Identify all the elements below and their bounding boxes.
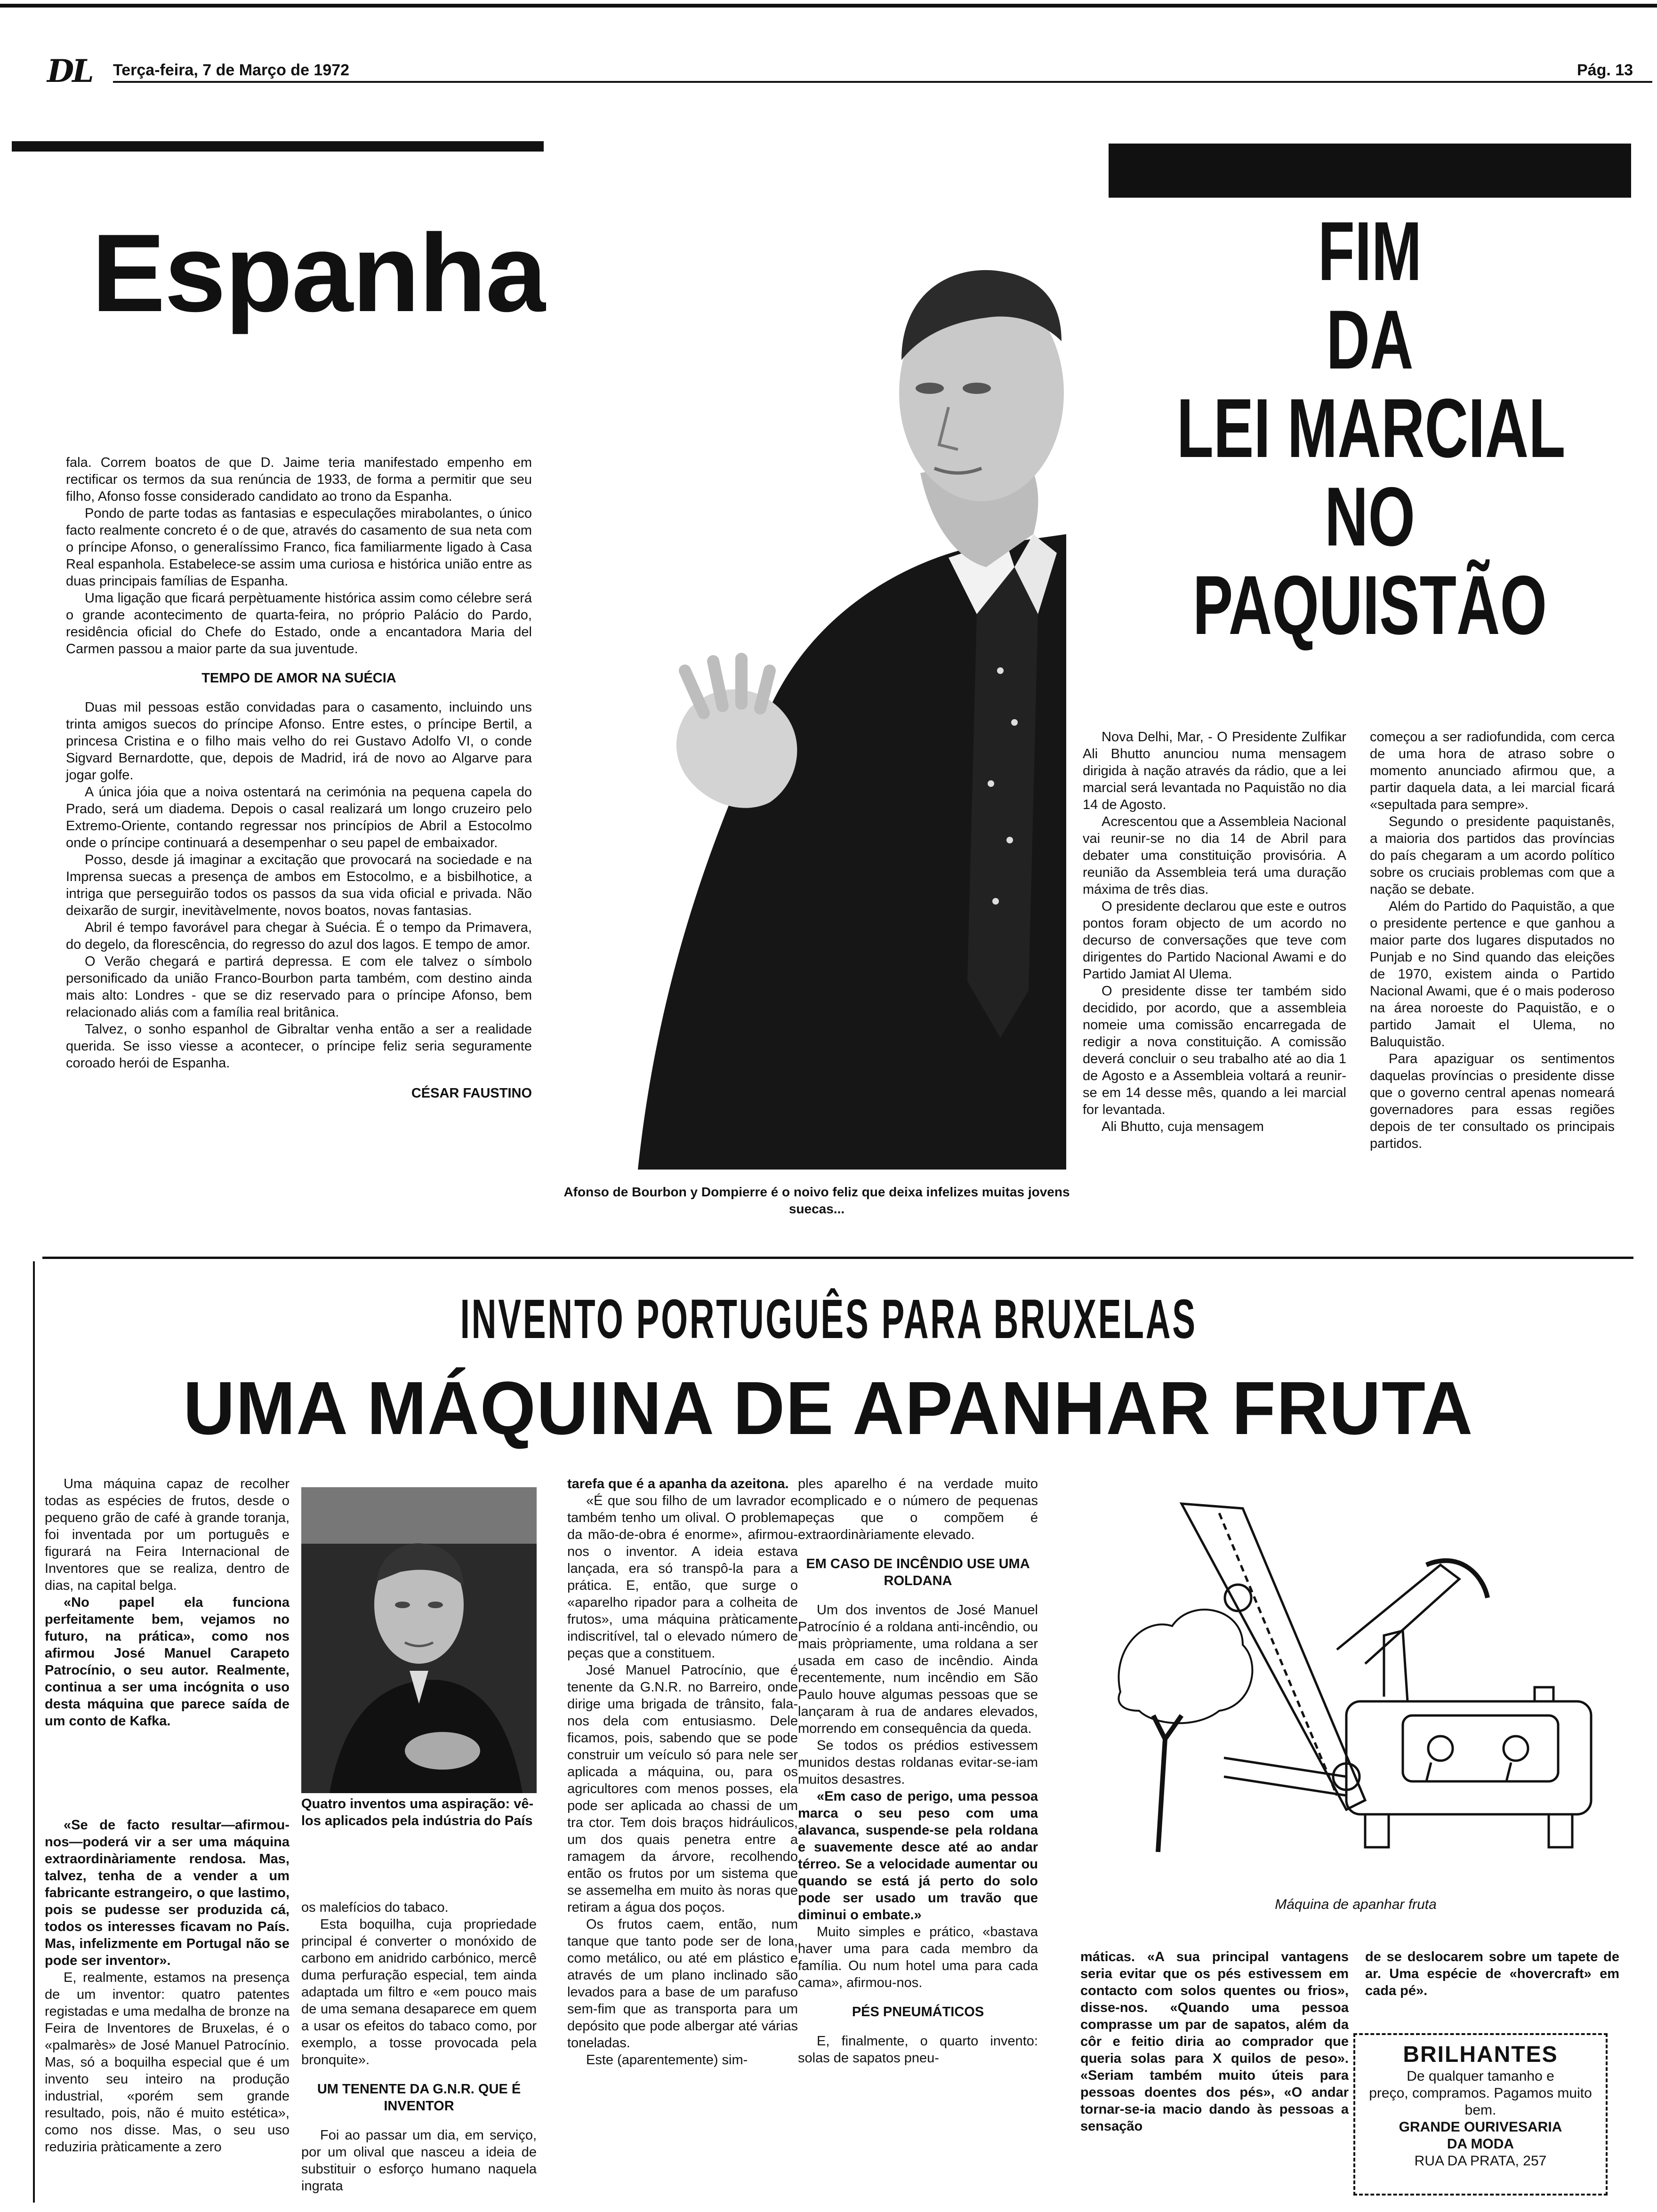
headline-fim-lei-marcial	[1102, 204, 1638, 652]
paragraph: «É que sou filho de um lavrador e também tenho um olival. O problema da mão-de-obra é enorme», afirmou-nos o inventor. A ideia estava lançada, era só transpô-la para a prática. E, então, que surge o «aparelho ripador para a colheita de frutos», uma máquina pràticamente indiscritível, tal o elevado número de peças que a constituem.	[567, 1493, 798, 1661]
machine-illustration	[1102, 1494, 1610, 1866]
paragraph: Para apaziguar os sentimentos daquelas províncias o presidente disse que o governo central apenas nomeará governadores para essas regiões depois de ter consultado os principais partidos.	[1370, 1051, 1615, 1151]
paragraph: de se deslocarem sobre um tapete de ar. Uma espécie de «hovercraft» em cada pé».	[1365, 1949, 1619, 1998]
photo-caption: Afonso de Bourbon y Dompierre é o noivo feliz que deixa infelizes muitas jovens suecas...	[563, 1185, 1070, 1216]
paragraph: «No papel ela funciona perfeitamente bem, vejamos no futuro, na prática», como nos afirmou José Manuel Carapeto Patrocínio, o seu autor. Realmente, continua a ser uma incógnita o uso desta máquina que parece saída de um conto de Kafka.	[45, 1595, 290, 1729]
invento-column-1-continued	[45, 1817, 290, 2156]
paragraph: A única jóia que a noiva ostentará na cerimónia na pequena capela do Prado, será um diadema. Depois o casal realizará um longo cruzeiro pelo Extremo-Oriente, contando regressar nos princípios de Abril a Estocolmo onde o príncipe continuará a desempenhar o seu papel de embaixador.	[66, 785, 532, 850]
paragraph: máticas. «A sua principal vantagens seria evitar que os pés estivessem em contacto com solos quentes ou frios», disse-nos. «Quando uma pessoa comprasse um par de sapatos, além da côr e feitio diria ao comprador que queria solas para X quilos de peso». «Seriam também muito úteis para pessoas doentes dos pés», «O andar tornar-se-ia macio dando às pessoas a sensação	[1080, 1949, 1349, 2134]
page-number: Pág. 13	[1577, 61, 1633, 79]
kicker-text: INVENTO PORTUGUÊS PARA BRUXELAS	[460, 1288, 1197, 1350]
paragraph: Pondo de parte todas as fantasias e especulações mirabolantes, o único facto realmente concreto é o de que, através do casamento de sua neta com o príncipe Afonso, o generalíssimo Franco, fica familiarmente ligado à Casa Real espanhola. Estabelece-se assim uma curiosa e histórica união entre as duas principais famílias de Espanha.	[66, 506, 532, 589]
dateline: Terça-feira, 7 de Março de 1972	[113, 61, 350, 79]
paragraph: Nova Delhi, Mar, - O Presidente Zulfikar Ali Bhutto anunciou numa mensagem dirigida à nação através da rádio, que a lei marcial será levantada no Paquistão no dia 14 de Agosto.	[1083, 729, 1346, 812]
header-rule	[113, 81, 1652, 83]
paragraph: Muito simples e prático, «bastava haver uma para cada membro da família. Ou num hotel uma para cada cama», afirmou-nos.	[798, 1924, 1038, 1990]
main-headline	[0, 1365, 1657, 1451]
jewellery-advertisement	[1353, 2033, 1608, 2196]
paragraph: Segundo o presidente paquistanês, a maioria dos partidos das províncias do país chegaram a um acordo político sobre os cruciais problemas com que a nação se debate.	[1370, 814, 1615, 897]
section-bar	[1109, 144, 1631, 198]
headline-text: UMA MÁQUINA DE APANHAR FRUTA	[183, 1366, 1474, 1450]
paragraph: ples aparelho é na verdade muito complicado e o número de pequenas peças que o compõem é extraordinàriamente elevado.	[798, 1476, 1038, 1542]
paragraph: O Verão chegará e partirá depressa. E com ele talvez o símbolo personificado da união Franco-Bourbon parta também, com destino ainda mais alto: Londres - que se diz reservado para o príncipe Afonso, bem relacionado aliás com a família real britânica.	[66, 954, 532, 1020]
author-signature: CÉSAR FAUSTINO	[411, 1086, 532, 1101]
fruit-picking-machine-drawing	[1102, 1494, 1610, 1866]
paragraph: Foi ao passar um dia, em serviço, por um olival que nasceu a ideia de substituir o esforço humano naquela ingrata	[301, 2128, 537, 2194]
portrait-photo	[563, 144, 1066, 1170]
paragraph: O presidente disse ter também sido decidido, por acordo, que a assembleia nomeie uma comissão encarregada de redigir a nova constituição. A comissão deverá concluir o seu trabalho até ao dia 1 de Agosto e a Assembleia voltará a reunir-se em 14 desse mês, quando a lei marcial for levantada.	[1083, 984, 1346, 1117]
paragraph: Além do Partido do Paquistão, a que o presidente pertence e que ganhou a maior parte dos lugares disputados no Punjab e no Sind quando das eleições de 1970, existem ainda o Partido Nacional Awami, que é o mais poderoso na área noroeste do Paquistão, e o partido Jamait el Ulema, no Baluquistão.	[1370, 899, 1615, 1050]
paragraph: Ali Bhutto, cuja mensagem	[1102, 1119, 1264, 1134]
headline-line: LEI MARCIAL	[1176, 381, 1566, 475]
right-article-column-1	[1083, 729, 1346, 1135]
ad-store-name: DA MODA	[1447, 2136, 1514, 2152]
inventor-photo	[301, 1487, 537, 1793]
portrait-illustration	[563, 144, 1066, 1170]
left-article-body	[66, 454, 532, 1102]
paragraph: Esta boquilha, cuja propriedade principal é converter o monóxido de carbono em anidrido carbónico, mercê duma perfuração especial, tem ainda adaptada um filtro e «em pouco mais de uma semana desaparece em quem a usar os efeitos do tabaco como, por exemplo, a tosse provocada pela bronquite».	[301, 1917, 537, 2068]
paragraph: E, realmente, estamos na presença de um inventor: quatro patentes registadas e uma medalha de bronze na Feira de Inventores de Bruxelas, é o «palmarès» de José Manuel Patrocínio. Mas, só a boquilha especial que é um invento seu inteiro na produção industrial, «porém sem grande resultado, pois, não é muito estética», como nos disse. Mas, o seu uso reduziria pràticamente a zero	[45, 1970, 290, 2155]
subheading: UM TENENTE DA G.N.R. QUE É INVENTOR	[317, 2082, 521, 2114]
paragraph: Se todos os prédios estivessem munidos destas roldanas evitar-se-iam muitos desastres.	[798, 1738, 1038, 1787]
section-bar	[12, 141, 544, 152]
paragraph: começou a ser radiofundida, com cerca de uma hora de atraso sobre o momento anunciado afirmou que, a partir daquela data, a lei marcial ficará «sepultada para sempre».	[1370, 729, 1615, 812]
ad-text: De qualquer tamanho e	[1407, 2068, 1554, 2084]
invento-column-5	[1080, 1948, 1349, 2135]
headline-line: NO	[1324, 470, 1416, 563]
subheading: TEMPO DE AMOR NA SUÉCIA	[201, 671, 396, 686]
invento-column-1	[45, 1475, 290, 1730]
photo-caption: Quatro inventos uma aspiração: vê-los aplicados pela indústria do País	[301, 1796, 534, 1828]
inventor-illustration	[301, 1487, 537, 1793]
newspaper-logo: DL	[47, 53, 92, 89]
paragraph: Talvez, o sonho espanhol de Gibraltar venha então a ser a realidade querida. Se isso viesse a acontecer, o príncipe feliz seria seguramente coroado herói de Espanha.	[66, 1022, 532, 1071]
paragraph: Acrescentou que a Assembleia Nacional vai reunir-se no dia 14 de Abril para debater uma constituição provisória. A reunião da Assembleia terá uma duração máxima de três dias.	[1083, 814, 1346, 897]
paragraph: E, finalmente, o quarto invento: solas de sapatos pneu-	[798, 2034, 1038, 2066]
right-article-column-2	[1370, 729, 1615, 1152]
kicker-heading	[0, 1287, 1657, 1351]
invento-column-4	[798, 1475, 1038, 2067]
subheading: PÉS PNEUMÁTICOS	[852, 2004, 984, 2020]
paragraph: O presidente declarou que este e outros pontos foram objecto de um acordo no decurso de conversações que teve com dirigentes do Partido Nacional Awami e do Partido Jamiat Al Ulema.	[1083, 899, 1346, 982]
paragraph: Um dos inventos de José Manuel Patrocínio é a roldana anti-incêndio, ou mais pròpriamente, uma roldana a ser usada em caso de incêndio. Ainda recentemente, num incêndio em São Paulo houve algumas pessoas que se lançaram à rua de andares elevados, morrendo em consequência da queda.	[798, 1603, 1038, 1736]
headline-text: Espanha	[91, 212, 546, 334]
invento-column-2	[301, 1899, 537, 2195]
paragraph: Este (aparentemente) sim-	[586, 2052, 748, 2068]
paragraph: Uma ligação que ficará perpètuamente histórica assim como célebre será o grande acontecimento de quarta-feira, no próprio Palácio do Pardo, residência oficial do Chefe do Estado, onde a encantadora Maria del Carmen passou a maior parte da sua juventude.	[66, 591, 532, 657]
headline-espanha	[0, 212, 546, 334]
headline-line: PAQUISTÃO	[1192, 558, 1547, 652]
ad-address: RUA DA PRATA, 257	[1414, 2153, 1547, 2169]
section-divider	[42, 1257, 1633, 1259]
paragraph: Posso, desde já imaginar a excitação que provocará na sociedade e na Imprensa suecas a presença de ambos em Estocolmo, e a bisbilhotice, a intriga que perseguirão todos os passos da sua vida oficial e privada. Não deixarão de surgir, inevitàvelmente, novos boatos, novas fantasias.	[66, 852, 532, 918]
paragraph: «Se de facto resultar—afirmou-nos—poderá vir a ser uma máquina extraordinàriamente rendosa. Mas, talvez, tenha de a vender a um fabricante estrangeiro, o que lastimo, pois se pudesse ser produzida cá, todos os interesses ficavam no País. Mas, infelizmente em Portugal não se pode ser inventor».	[45, 1818, 290, 1968]
invento-column-6	[1365, 1948, 1619, 1999]
paragraph: Abril é tempo favorável para chegar à Suécia. É o tempo da Primavera, do degelo, da florescência, do regresso do azul dos lagos. E tempo de amor.	[66, 920, 532, 952]
ad-text: preço, compramos. Pagamos muito bem.	[1369, 2085, 1592, 2118]
invento-column-3	[567, 1475, 798, 2068]
ad-title: BRILHANTES	[1403, 2042, 1558, 2067]
paragraph: Os frutos caem, então, num tanque que tanto pode ser de lona, como metálico, ou até em plástico e através de um plano inclinado são levados para a base de um parafuso sem-fim que as transporta para um depósito que pode albergar até várias toneladas.	[567, 1917, 798, 2051]
paragraph: tarefa que é a apanha da azeitona.	[567, 1476, 789, 1491]
paragraph: José Manuel Patrocínio, que é tenente da G.N.R. no Barreiro, onde dirige uma brigada de trânsito, fala-nos dela com entusiasmo. Dele ficamos, pois, sabendo que se pode construir um veículo só para nele ser aplicada a máquina, ou, para os agricultores com menos posses, ela pode ser aplicada ao chassi de um tra ctor. Tem dois braços hidráulicos, um dos quais penetra entre a ramagem da árvore, recolhendo então os frutos por um sistema que se assemelha em muito às noras que retiram a água dos poços.	[567, 1663, 798, 1915]
drawing-caption: Máquina de apanhar fruta	[1275, 1897, 1437, 1912]
paragraph: fala. Correm boatos de que D. Jaime teria manifestado empenho em rectificar os termos da sua renúncia de 1933, de forma a permitir que seu filho, Afonso fosse considerado candidato ao trono da Espanha.	[66, 455, 532, 504]
paragraph: Uma máquina capaz de recolher todas as espécies de frutos, desde o pequeno grão de café à grande toranja, foi inventada por um português e figurará na Feira Internacional de Inventores que se realiza, dentro de dias, na capital belga.	[45, 1476, 290, 1593]
subheading: EM CASO DE INCÊNDIO USE UMA ROLDANA	[806, 1556, 1030, 1588]
headline-line: FIM	[1318, 204, 1422, 298]
top-border-rule	[0, 4, 1657, 8]
paragraph: «Em caso de perigo, uma pessoa marca o seu peso com uma alavanca, suspende-se pela roldana e suavemente desce até ao andar térreo. Se a velocidade aumentar ou quando se está já perto do solo pode ser usado um travão que diminui o embate.»	[798, 1789, 1038, 1923]
ad-store-name: GRANDE OURIVESARIA	[1399, 2119, 1562, 2135]
headline-line: DA	[1326, 293, 1414, 386]
paragraph: Duas mil pessoas estão convidadas para o casamento, incluindo uns trinta amigos suecos do príncipe Afonso. Entre estes, o príncipe Bertil, a princesa Cristina e o filho mais velho do rei Gustavo Adolfo VI, o conde Sigvard Bernardotte, que, depois de Madrid, irá de novo ao Algarve para jogar golfe.	[66, 700, 532, 783]
paragraph: os malefícios do tabaco.	[301, 1900, 449, 1915]
